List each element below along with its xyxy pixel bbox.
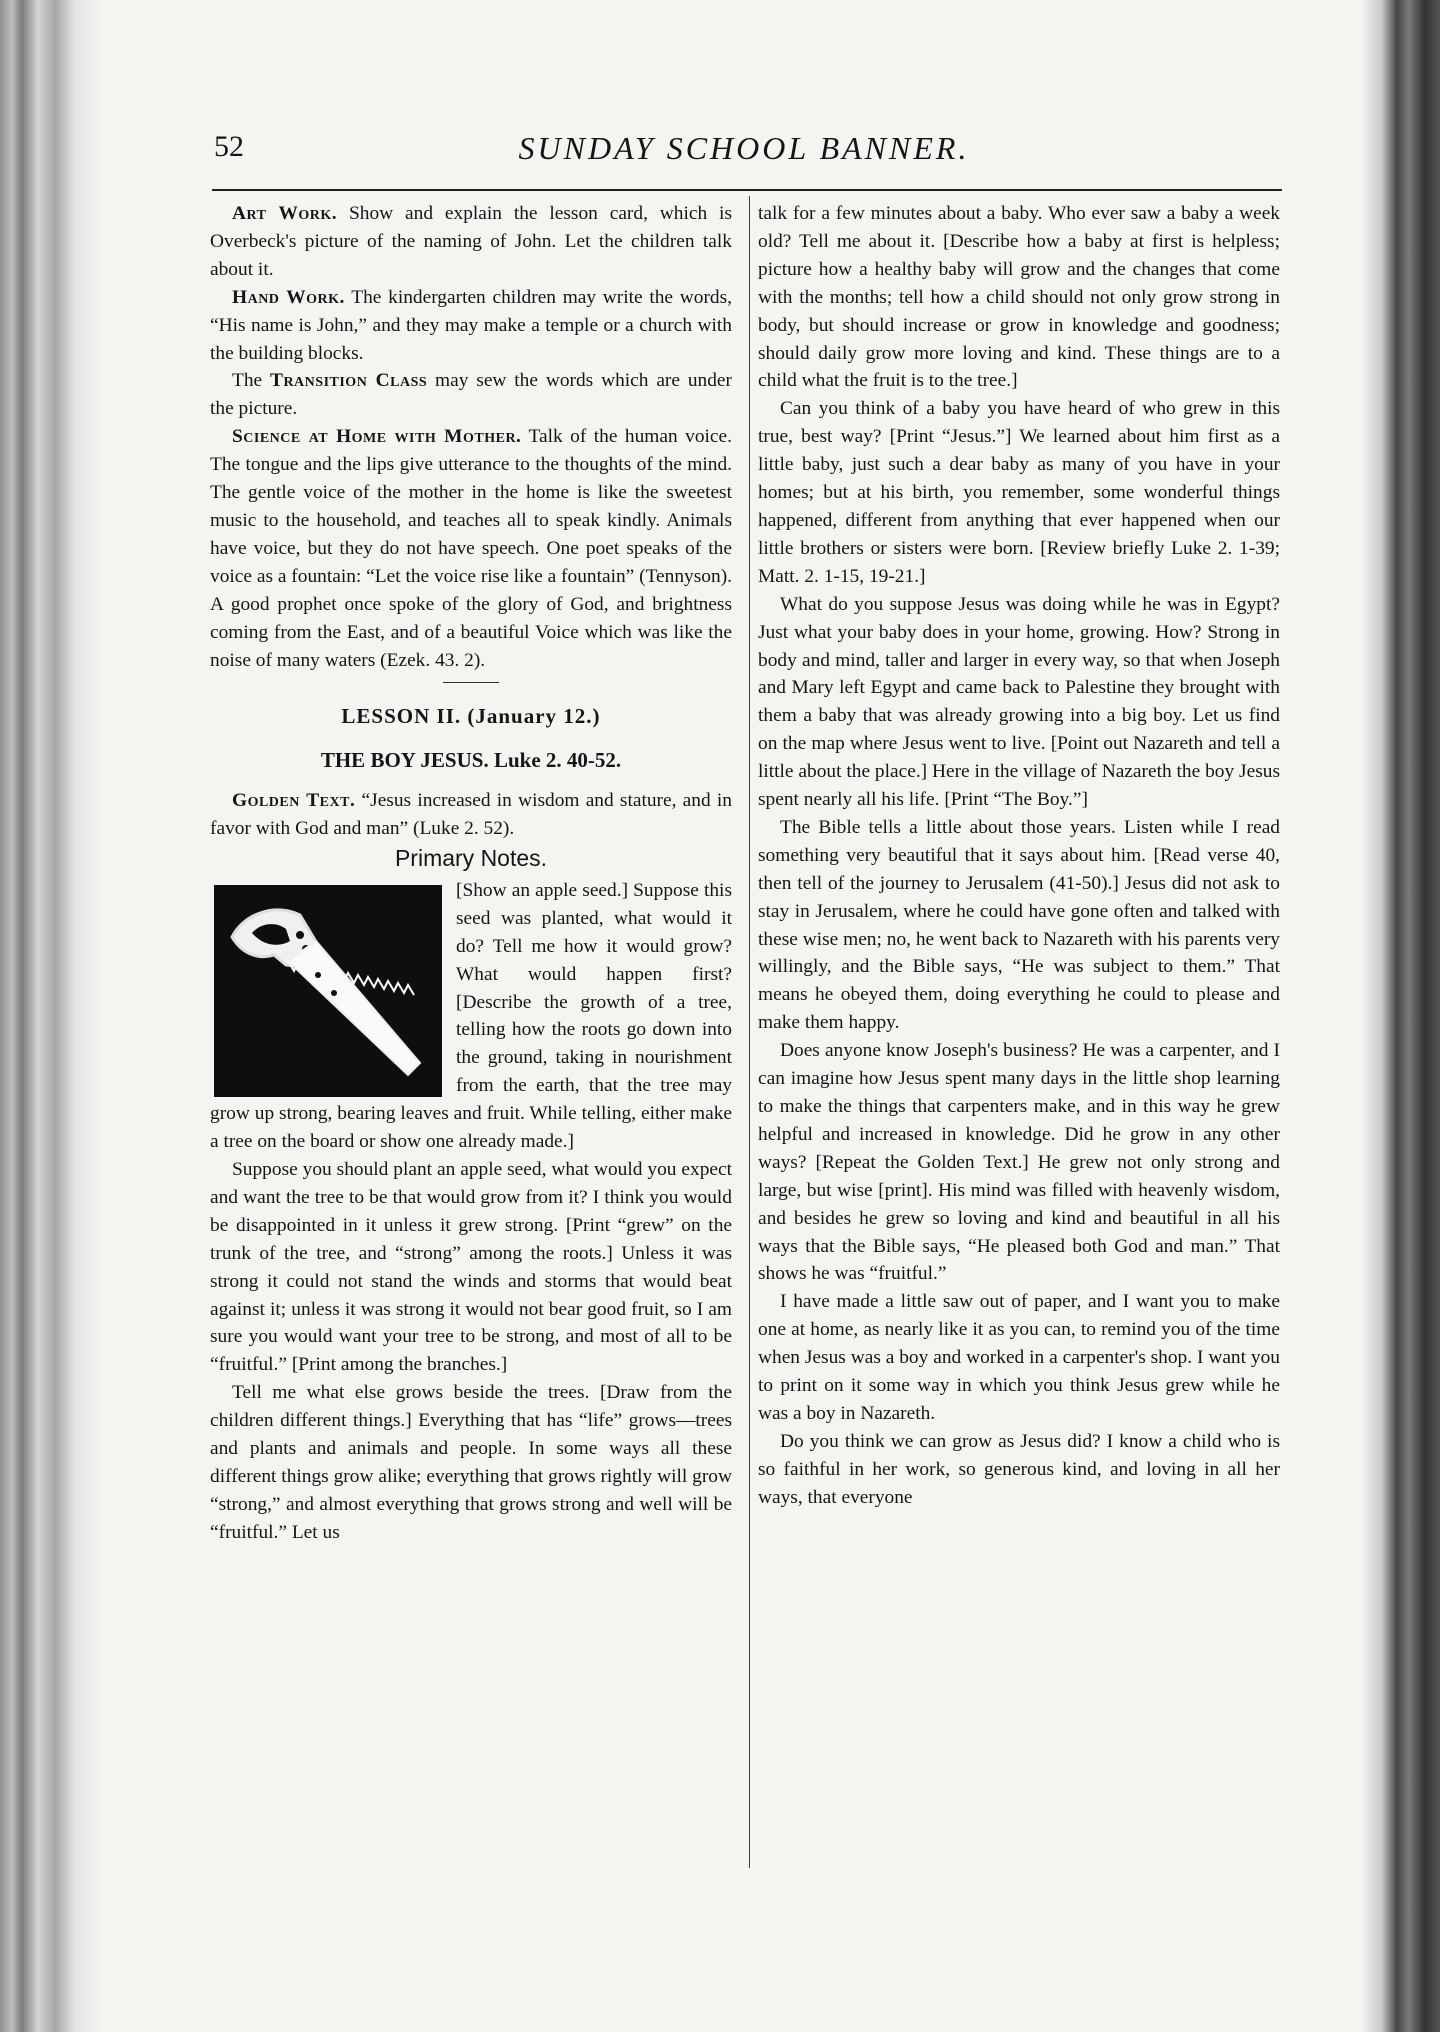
right-paragraph-7: Do you think we can grow as Jesus did? I know a child who is so faithful in her work, so generous kind, and loving in all her ways, that everyone: [758, 1430, 1280, 1508]
lesson-title: THE BOY JESUS. Luke 2. 40-52.: [320, 748, 622, 773]
column-divider: [749, 196, 750, 1868]
running-header: [214, 130, 1274, 178]
science-paragraph: [210, 423, 732, 674]
primary-notes-paragraph-3: Tell me what else grows beside the trees. [Draw from the children different things.] Everything that has “life” grows—trees and plants and animals and people. In some ways all these different things grow alike; everything that grows rightly will grow “strong,” and almost everything that grows strong and well will be “fruitful.” Let us: [210, 1382, 732, 1543]
right-paragraph-3: What do you suppose Jesus was doing while he was in Egypt? Just what your baby does in your home, growing. How? Strong in body and mind, taller and larger in every way, so that when Joseph and Mary left Egypt and came back to Palestine they brought with them a baby that was already growing into a big boy. Let us find on the map where Jesus went to live. [Point out Nazareth and tell a little about the place.] Here in the village of Nazareth the boy Jesus spent nearly all his life. [Print “The Boy.”]: [758, 593, 1280, 811]
hand-work-text: The kindergarten children may write the words, “His name is John,” and they may make a temple or a church with the building blocks.: [210, 286, 732, 364]
page-number: 52: [214, 130, 244, 163]
art-work-paragraph: [210, 200, 732, 284]
primary-notes-paragraph-1: [Show an apple seed.] Suppose this seed was planted, what would it do? Tell me how it would grow? What would happen first? [Describe the growth of a tree, telling how the roots go down into the ground, taking in nourishment from the earth, that the tree may grow up strong, bearing leaves and fruit. While telling, either make a tree on the board or show one already made.]: [210, 879, 732, 1153]
transition-text: may sew the words which are under the picture.: [210, 370, 732, 420]
transition-paragraph: [210, 367, 732, 423]
golden-text-paragraph: [210, 787, 732, 843]
right-paragraph-6: I have made a little saw out of paper, and I want you to make one at home, as nearly like it as you can, to remind you of the time when Jesus was a boy and worked in a carpenter's shop. I want you to print on it some way in which you think Jesus grew while he was a boy in Nazareth.: [758, 1291, 1280, 1424]
primary-notes-heading: Primary Notes.: [394, 845, 548, 872]
transition-label: Transition Class: [270, 370, 428, 392]
right-column: [758, 200, 1280, 1512]
golden-text-label: Golden Text.: [232, 790, 356, 812]
right-paragraph-1: talk for a few minutes about a baby. Who ever saw a baby a week old? Tell me about it. [Describe how a baby at first is helpless; picture how a healthy baby will grow and the changes that come with the months; tell how a child should not only grow strong in body, but should increase or grow in knowledge and goodness; should daily grow more loving and kind. These things are to a child what the fruit is to the tree.]: [758, 203, 1280, 392]
right-paragraph-5: Does anyone know Joseph's business? He was a carpenter, and I can imagine how Jesus spent many days in the little shop learning to make the things that carpenters make, and in this way he grew helpful and increased in knowledge. Did he grow in any other ways? [Repeat the Golden Text.] He grew not only strong and large, but wise [print]. His mind was filled with heavenly wisdom, and besides he grew so loving and kind and beautiful in all his ways that the Bible says, “He pleased both God and man.” That shows he was “fruitful.”: [758, 1040, 1280, 1285]
running-title: SUNDAY SCHOOL BANNER.: [518, 130, 970, 166]
science-label: Science at Home with Mother.: [232, 426, 522, 448]
transition-pre: The: [232, 370, 263, 392]
primary-notes-paragraph-2: Suppose you should plant an apple seed, what would you expect and want the tree to be that would grow from it? I think you would be disappointed in it unless it grew strong. [Print “grew” on the trunk of the tree, and “strong” among the roots.] Unless it was strong it could not stand the winds and storms that would beat against it; unless it was strong it would not bear good fruit, so I am sure you would want your tree to be strong, and most of all to be “fruitful.” [Print among the branches.]: [210, 1159, 732, 1376]
book-edge-right: [1362, 0, 1440, 2032]
lesson-heading: LESSON II. (January 12.): [341, 704, 601, 729]
hand-saw-icon: [214, 885, 442, 1097]
right-paragraph-2: Can you think of a baby you have heard of who grew in this true, best way? [Print “Jesus.”] We learned about him first as a little baby, just such a dear baby as many of you have in your homes; but at his birth, you remember, some wonderful things happened, different from anything that ever happened when our little brothers or sisters were born. [Review briefly Luke 2. 1-39; Matt. 2. 1-15, 19-21.]: [758, 398, 1280, 587]
science-text: Talk of the human voice. The tongue and the lips give utterance to the thoughts of the mind. The gentle voice of the mother in the home is like the sweetest music to the household, and teaches all to speak kindly. Animals have voice, but they do not have speech. One poet speaks of the voice as a fountain: “Let the voice rise like a fountain” (Tennyson). A good prophet once spoke of the glory of God, and brightness coming from the East, and of a beautiful Voice which was like the noise of many waters (Ezek. 43. 2).: [210, 426, 732, 671]
golden-text-body: “Jesus increased in wisdom and stature, and in favor with God and man” (Luke 2. 52).: [210, 790, 732, 840]
header-rule: [212, 189, 1282, 191]
art-work-text: Show and explain the lesson card, which is Overbeck's picture of the naming of John. Let the children talk about it.: [210, 203, 732, 280]
section-divider: [443, 682, 499, 683]
right-paragraph-4: The Bible tells a little about those years. Listen while I read something very beautiful that it says about him. [Read verse 40, then tell of the journey to Jerusalem (41-50).] Jesus did not ask to stay in Jerusalem, where he could have gone often and talked with these wise men; no, he went back to Nazareth with his parents very willingly, and the Bible says, “He was subject to them.” That means he obeyed them, doing everything he could to please and make them happy.: [758, 816, 1280, 1034]
left-column: [210, 200, 732, 1547]
art-work-label: Art Work.: [232, 203, 338, 224]
hand-work-paragraph: [210, 284, 732, 368]
book-spine-left: [0, 0, 100, 2032]
hand-work-label: Hand Work.: [232, 286, 345, 308]
